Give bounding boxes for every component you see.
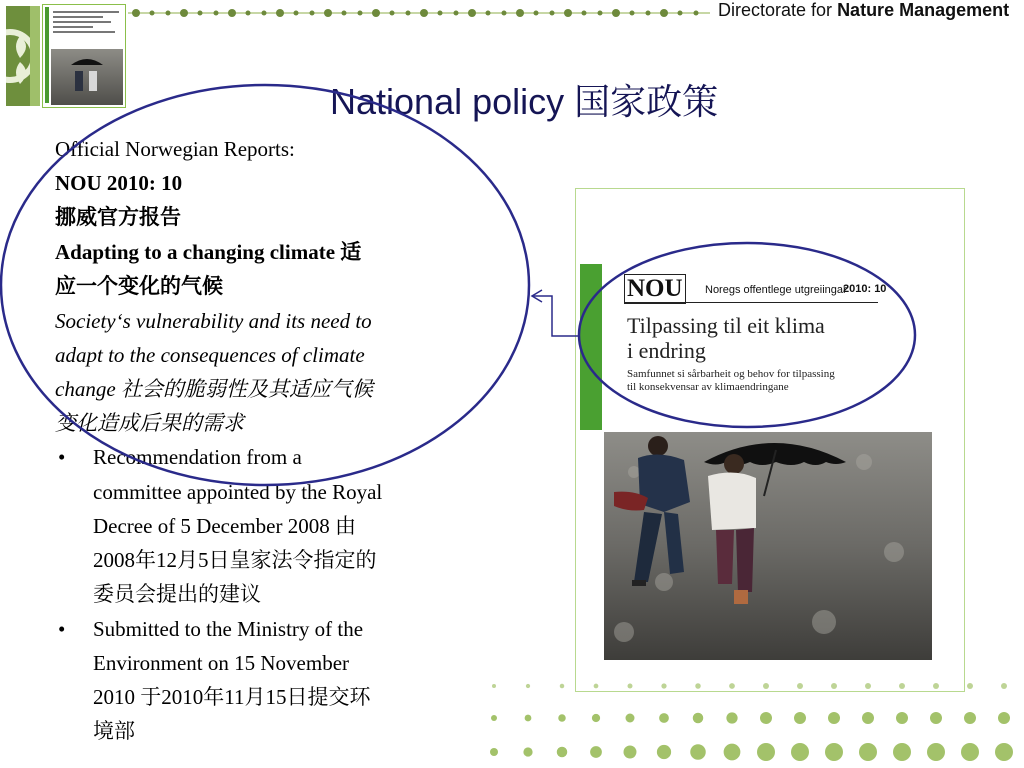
decorative-dot — [899, 683, 905, 689]
cover-rule — [624, 302, 878, 303]
decorative-dot — [612, 9, 620, 17]
cover-subtitle-line2: til konsekvensar av klimaendringane — [627, 381, 789, 393]
org-prefix: Directorate for — [718, 0, 833, 20]
decorative-dot — [825, 743, 843, 761]
report-subtitle-line2: adapt to the consequences of climate — [55, 343, 365, 367]
decorative-dot — [626, 714, 635, 723]
decorative-dot — [550, 11, 555, 16]
decorative-dot — [310, 11, 315, 16]
decorative-dot — [797, 683, 803, 689]
decorative-dot — [486, 11, 491, 16]
report-title-line2: 应一个变化的气候 — [55, 274, 223, 298]
decorative-dot — [525, 715, 532, 722]
bullet-1-line: committee appointed by the Royal — [93, 480, 383, 504]
decorative-dot — [420, 9, 428, 17]
decorative-dot — [659, 713, 669, 723]
cover-nou-badge: NOU — [624, 274, 686, 304]
decorative-dot — [358, 11, 363, 16]
decorative-dots-bottom — [480, 676, 1024, 768]
decorative-dot — [760, 712, 772, 724]
decorative-dot — [150, 11, 155, 16]
report-subtitle-line1: Society‘s vulnerability and its need to — [55, 309, 372, 333]
decorative-dot — [862, 712, 874, 724]
decorative-dot — [678, 11, 683, 16]
directorate-logo — [6, 6, 40, 106]
report-code: NOU 2010: 10 — [55, 171, 183, 195]
decorative-dot — [893, 743, 911, 761]
decorative-dot — [726, 712, 737, 723]
decorative-dot — [438, 11, 443, 16]
decorative-dot — [558, 714, 566, 722]
decorative-dot — [592, 714, 600, 722]
cover-number: 2010: 10 — [843, 283, 887, 295]
decorative-dot — [491, 715, 497, 721]
decorative-dot — [324, 9, 332, 17]
decorative-dot — [896, 712, 908, 724]
decorative-dot — [961, 743, 979, 761]
decorative-dot — [967, 683, 973, 689]
decorative-dot — [630, 11, 635, 16]
decorative-dot — [214, 11, 219, 16]
bullet-2-line: Submitted to the Ministry of the — [93, 617, 364, 641]
decorative-dot — [372, 9, 380, 17]
decorative-dots-top — [128, 6, 710, 20]
decorative-dot — [724, 744, 741, 761]
decorative-dot — [294, 11, 299, 16]
report-code-zh: 挪威官方报告 — [55, 205, 181, 229]
cover-title-line1: Tilpassing til eit klima — [627, 313, 825, 338]
decorative-dot — [694, 11, 699, 16]
cover-series: Noregs offentlege utgreiingar — [705, 284, 847, 296]
decorative-dot — [564, 9, 572, 17]
decorative-dot — [690, 744, 706, 760]
decorative-dot — [695, 683, 701, 689]
decorative-dot — [246, 11, 251, 16]
decorative-dot — [276, 9, 284, 17]
decorative-dot — [490, 748, 498, 756]
decorative-dot — [964, 712, 976, 724]
cover-title — [627, 313, 825, 363]
arrow-head — [532, 290, 542, 302]
decorative-dot — [624, 746, 637, 759]
decorative-dot — [791, 743, 809, 761]
decorative-dot — [342, 11, 347, 16]
decorative-dot — [598, 11, 603, 16]
bullet-1-line: 委员会提出的建议 — [93, 582, 261, 606]
decorative-dot — [523, 747, 532, 756]
decorative-dot — [660, 9, 668, 17]
org-name-bold: Nature Management — [837, 0, 1010, 20]
cover-photo — [604, 432, 932, 660]
decorative-dot — [831, 683, 837, 689]
decorative-dot — [828, 712, 840, 724]
cover-title-line2: i endring — [627, 338, 706, 363]
report-subtitle-line4: 变化造成后果的需求 — [55, 411, 244, 435]
bullet-1-line: Recommendation from a — [93, 445, 302, 469]
decorative-dot — [390, 11, 395, 16]
report-subtitle-line3: change 社会的脆弱性及其适应气候 — [55, 377, 373, 401]
decorative-dot — [468, 9, 476, 17]
decorative-dot — [594, 684, 599, 689]
page-title: National policy 国家政策 — [330, 81, 719, 122]
decorative-dot — [502, 11, 507, 16]
decorative-dot — [1001, 683, 1007, 689]
decorative-dot — [534, 11, 539, 16]
cover-subtitle-line1: Samfunnet si sårbarheit og behov for tilpassing — [627, 368, 835, 380]
decorative-dot — [646, 11, 651, 16]
decorative-dot — [757, 743, 775, 761]
decorative-dot — [794, 712, 806, 724]
org-name — [718, 0, 1009, 21]
decorative-dot — [492, 684, 496, 688]
decorative-dot — [927, 743, 945, 761]
cover-subtitle — [627, 368, 835, 394]
decorative-dot — [763, 683, 769, 689]
bullet-1-line: 2008年12月5日皇家法令指定的 — [93, 548, 377, 572]
decorative-dot — [995, 743, 1013, 761]
bullet-symbol: • — [58, 617, 66, 641]
decorative-dot — [865, 683, 871, 689]
decorative-dot — [859, 743, 877, 761]
decorative-dot — [516, 9, 524, 17]
bullet-2-line: 境部 — [93, 719, 135, 743]
bullet-symbol: • — [58, 445, 66, 469]
decorative-dot — [526, 684, 530, 688]
bullet-2-line: Environment on 15 November — [93, 651, 350, 675]
decorative-dot — [406, 11, 411, 16]
decorative-dot — [560, 684, 565, 689]
decorative-dot — [198, 11, 203, 16]
decorative-dot — [166, 11, 171, 16]
decorative-dot — [454, 11, 459, 16]
decorative-dot — [628, 684, 633, 689]
decorative-dot — [180, 9, 188, 17]
decorative-dot — [590, 746, 602, 758]
decorative-dot — [132, 9, 140, 17]
report-intro: Official Norwegian Reports: — [55, 137, 295, 161]
decorative-dot — [557, 747, 568, 758]
decorative-dot — [933, 683, 939, 689]
cover-green-bar — [580, 264, 602, 430]
connector-arrow — [532, 296, 578, 336]
report-title-line1: Adapting to a changing climate 适 — [55, 240, 362, 264]
decorative-dot — [998, 712, 1010, 724]
bullet-2-line: 2010 于2010年11月15日提交环 — [93, 685, 371, 709]
decorative-dot — [930, 712, 942, 724]
decorative-dot — [262, 11, 267, 16]
decorative-dot — [729, 683, 735, 689]
decorative-dot — [228, 9, 236, 17]
decorative-dot — [661, 683, 666, 688]
decorative-dot — [657, 745, 671, 759]
decorative-dot — [582, 11, 587, 16]
decorative-dot — [693, 713, 704, 724]
report-cover-thumbnail — [42, 4, 126, 108]
bullet-1-line: Decree of 5 December 2008 由 — [93, 514, 356, 538]
